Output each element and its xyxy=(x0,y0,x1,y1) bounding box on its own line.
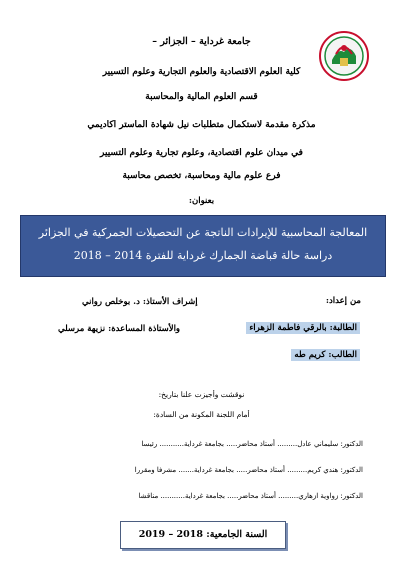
committee-row: الدكتور: هندي كريم......... أستاذ محاضر..... بجامعة غرداية....... مشرفا ومقررا xyxy=(134,466,363,474)
committee-member-name: الدكتور: سليماني عادل xyxy=(297,440,363,448)
academic-year-box xyxy=(120,521,286,549)
defense-date: نوقشت وأجيزت علنا بتاريخ: xyxy=(158,390,245,399)
supervisor-line: إشراف الأستاذ: د. بوخلص رواني xyxy=(82,297,198,307)
committee-member-rank: أستاذ محاضر xyxy=(237,440,275,448)
student-2 xyxy=(291,350,360,360)
academic-year: السنة الجامعية: 2018 – 2019 xyxy=(138,529,268,540)
committee-row: الدكتور: سليماني عادل......... أستاذ محاضر..... بجامعة غرداية........... رئيسا xyxy=(141,440,363,448)
student-2-name: الطالب: كريم طه xyxy=(291,349,360,361)
committee-intro: أمام اللجنة المكونة من السادة: xyxy=(153,410,250,419)
committee-member-name: الدكتور: هندي كريم xyxy=(307,466,363,474)
committee-row: الدكتور: زواوية ازهاري......... أستاذ محاضر..... بجامعة غرداية........... مناقشا xyxy=(138,492,363,500)
field-description: في ميدان علوم اقتصادية، وعلوم تجارية وعلوم التسيير xyxy=(100,148,303,158)
student-1 xyxy=(246,323,360,333)
university-name: جامعة غرداية – الجزائر – xyxy=(152,36,251,47)
committee-member-name: الدكتور: زواوية ازهاري xyxy=(298,492,363,500)
committee-member-university: بجامعة غرداية xyxy=(184,492,225,500)
thesis-title-line2: دراسة حالة قباضة الجمارك غرداية للفترة 2014 – 2018 xyxy=(73,249,333,262)
department-name: قسم العلوم المالية والمحاسبة xyxy=(145,92,258,102)
committee-member-university: بجامعة غرداية xyxy=(193,466,234,474)
memo-description: مذكرة مقدمة لاستكمال متطلبات نيل شهادة الماستر أكاديمي xyxy=(87,120,316,130)
committee-member-role: رئيسا xyxy=(141,440,158,448)
title-label: بعنوان: xyxy=(188,196,215,206)
thesis-title-line1: المعالجة المحاسبية للإيرادات الناتجة عن التحصيلات الجمركية في الجزائر xyxy=(38,226,368,239)
student-1-name: الطالبة: بالرقي فاطمة الزهراء xyxy=(246,322,360,334)
branch-description: فرع علوم مالية ومحاسبة، تخصص محاسبة xyxy=(122,171,281,181)
faculty-name: كلية العلوم الاقتصادية والعلوم التجارية وعلوم التسيير xyxy=(102,67,301,77)
prepared-by-label: من إعداد: xyxy=(325,296,361,306)
committee-member-rank: أستاذ محاضر xyxy=(238,492,276,500)
committee-member-university: بجامعة غرداية xyxy=(183,440,224,448)
thesis-title-box xyxy=(20,215,386,277)
committee-member-rank: أستاذ محاضر xyxy=(247,466,285,474)
committee-member-role: مشرفا ومقررا xyxy=(134,466,177,474)
assistant-line: والأستاذة المساعدة: نزيهة مرسلي xyxy=(58,324,181,334)
committee-member-role: مناقشا xyxy=(138,492,159,500)
